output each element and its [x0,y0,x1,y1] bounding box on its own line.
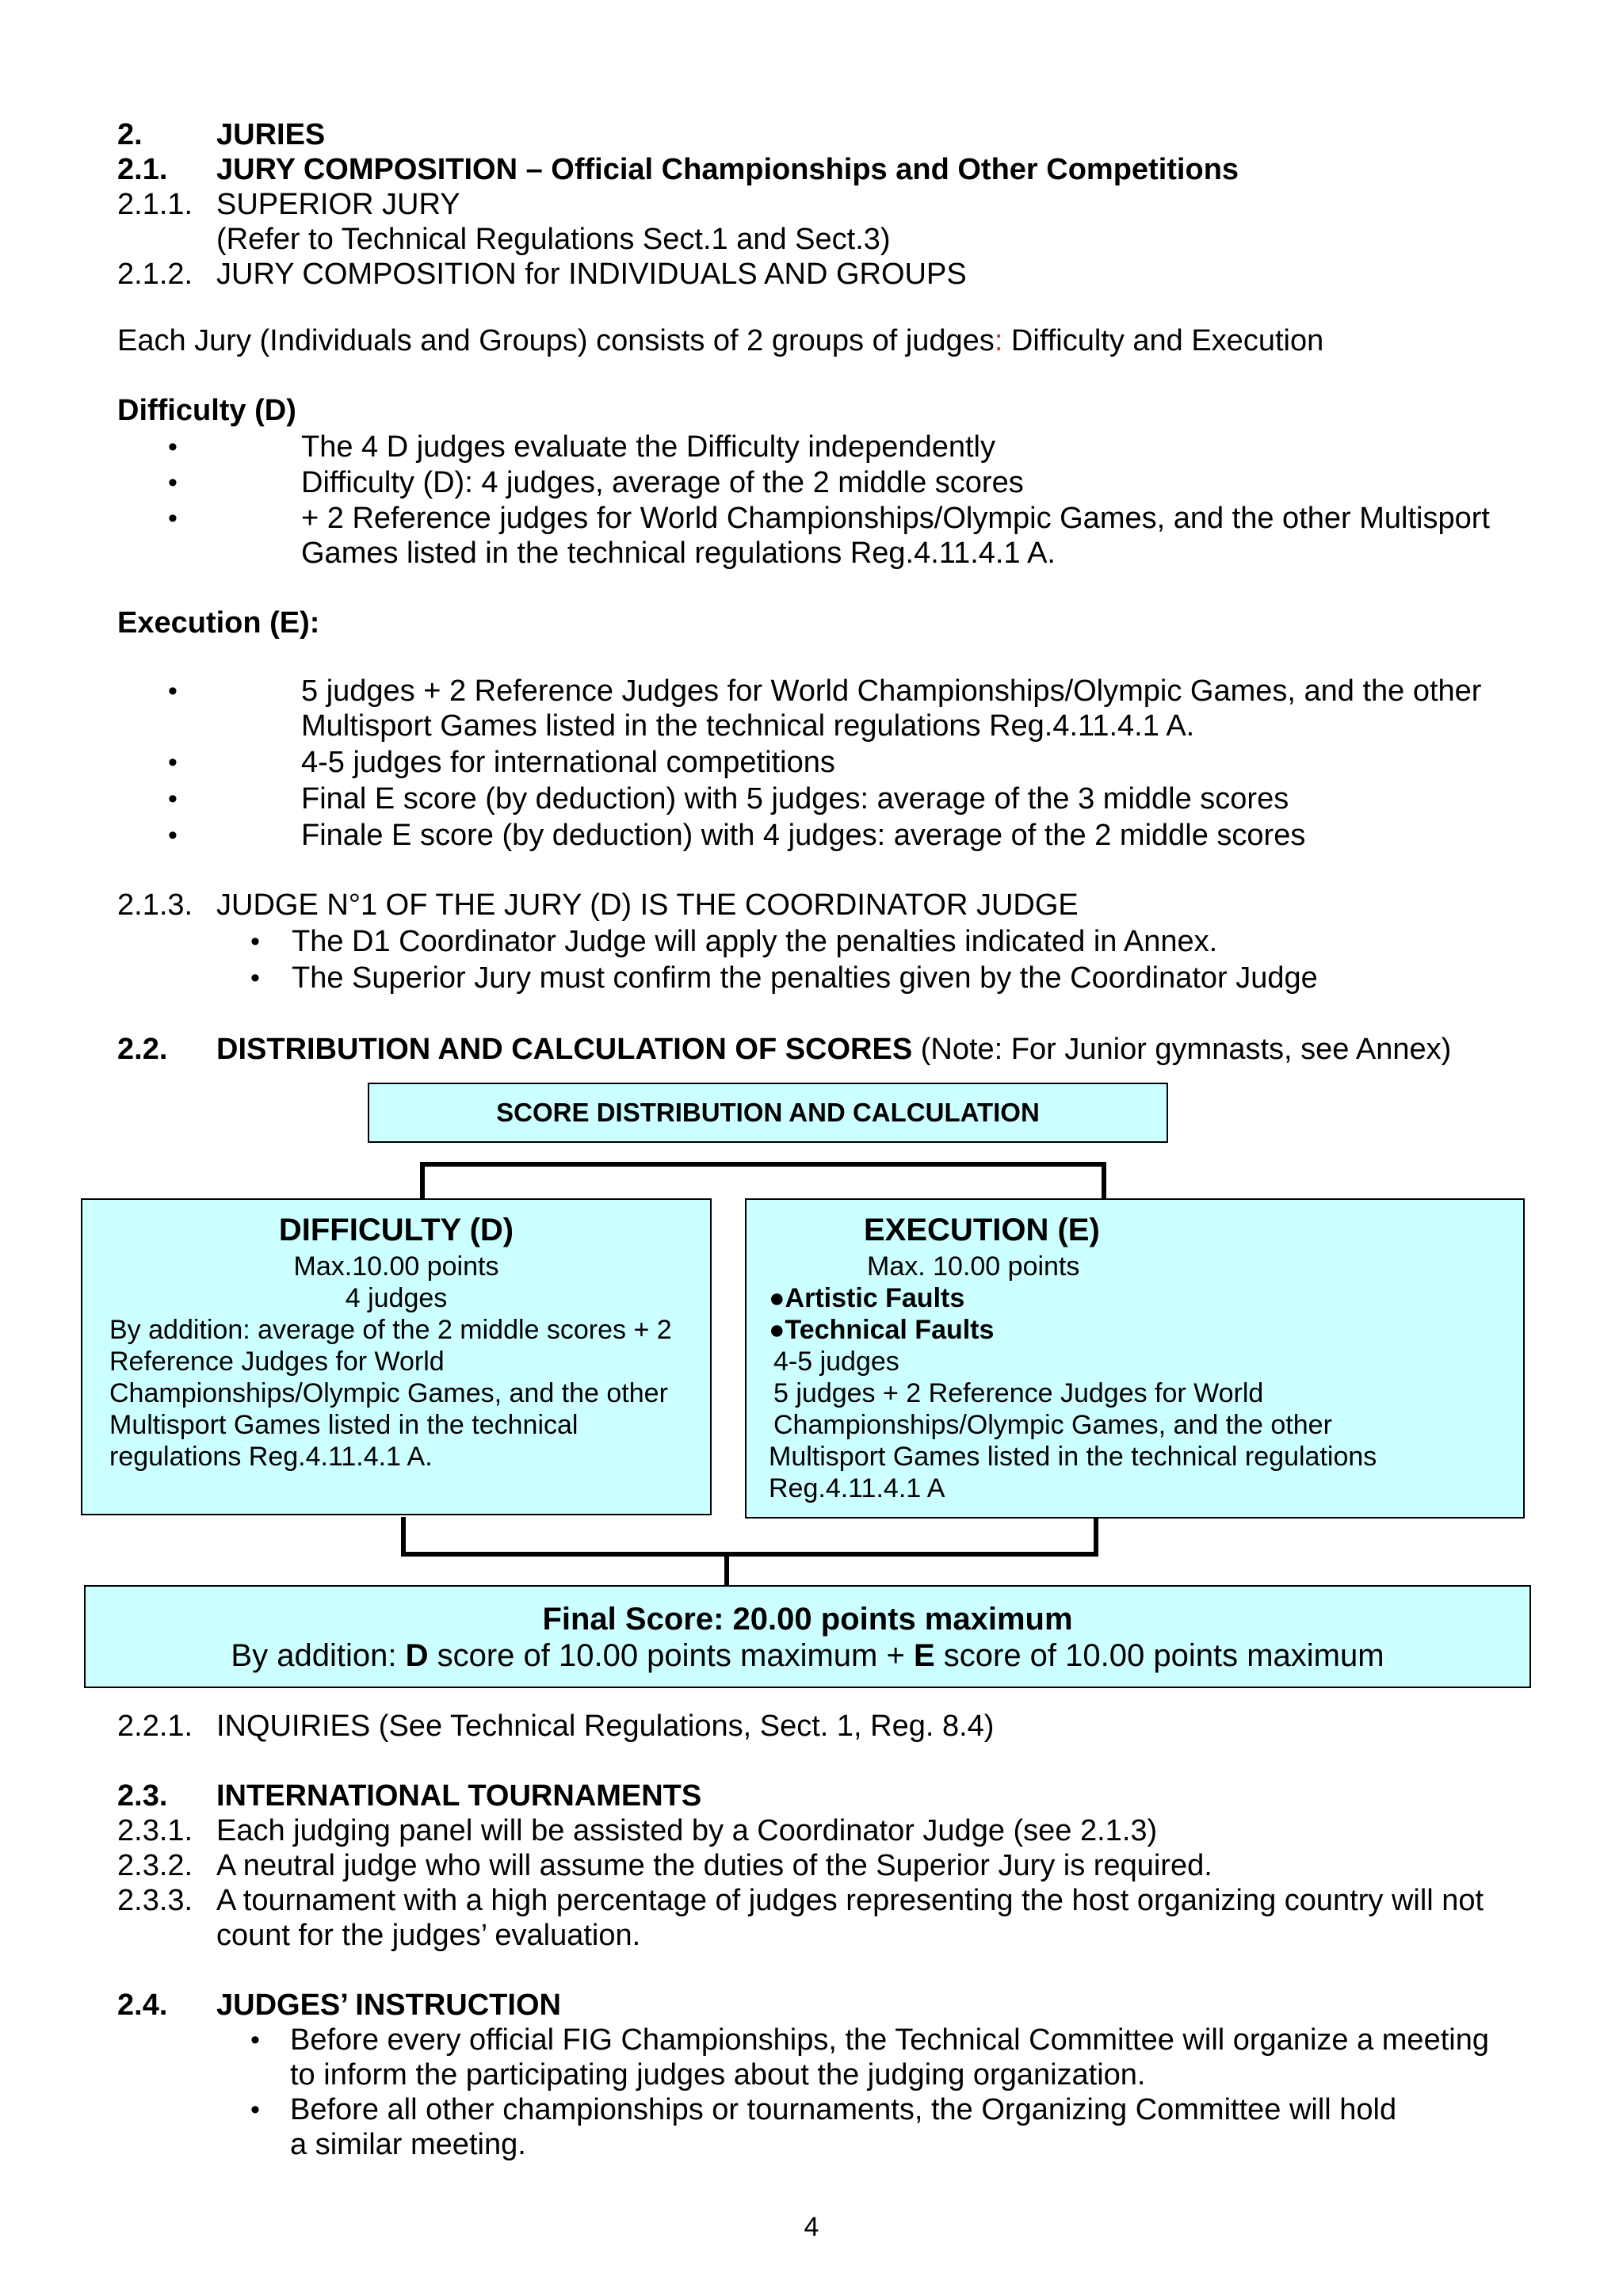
difficulty-box-line-2: Reference Judges for World [109,1347,445,1377]
section-2-1-title: JURY COMPOSITION – Official Championships and Other Competitions [216,153,1239,186]
difficulty-bullet-3a: + 2 Reference judges for World Championships/Olympic Games, and the other Multisport [301,502,1490,535]
connector-left-rise [401,1517,406,1557]
intro-text: Each Jury (Individuals and Groups) consists of 2 groups of judges [117,324,995,357]
intro-colon: : [994,324,1003,357]
execution-box-title: EXECUTION (E) [864,1213,1100,1247]
section-2-title: JURIES [216,118,326,151]
diagram-top-label: SCORE DISTRIBUTION AND CALCULATION [496,1098,1040,1127]
section-2-1-1-title: SUPERIOR JURY [216,188,460,221]
difficulty-bullet-3b: Games listed in the technical regulations Reg.4.11.4.1 A. [301,537,1056,570]
section-2-4-bullet-2b: a similar meeting. [290,2128,526,2161]
bullet: • [168,432,178,462]
section-2-1-2-title: JURY COMPOSITION for INDIVIDUALS AND GROUPS [216,258,967,291]
connector-right-rise [1094,1519,1098,1557]
section-2-1-1-number: 2.1.1. [117,188,193,221]
difficulty-box-line-3: Championships/Olympic Games, and the other [109,1378,668,1408]
intro-paragraph [117,323,1323,359]
bullet: • [250,2095,260,2125]
execution-bullet-3: Final E score (by deduction) with 5 judges: average of the 3 middle scores [301,782,1289,816]
difficulty-box-line-4: Multisport Games listed in the technical [109,1410,579,1440]
section-2-2-1-number: 2.2.1. [117,1710,193,1743]
intro-groups: Difficulty and Execution [1002,324,1324,357]
section-2-3-1-number: 2.3.1. [117,1814,193,1847]
connector-left-drop [420,1162,425,1200]
execution-bullet-4: Finale E score (by deduction) with 4 judges: average of the 2 middle scores [301,819,1306,852]
final-score-title: Final Score: 20.00 points maximum [542,1602,1073,1637]
section-2-2-heading [216,1032,1451,1068]
section-2-4-title: JUDGES’ INSTRUCTION [216,1988,561,2022]
final-score-formula [86,1637,1529,1674]
execution-box-max: Max. 10.00 points [867,1251,1080,1282]
section-2-3-3-text-1: A tournament with a high percentage of judges representing the host organizing country will not [216,1884,1484,1917]
bullet: • [168,676,178,706]
section-2-1-1-note: (Refer to Technical Regulations Sect.1 and Sect.3) [216,223,891,256]
final-score-suffix: score of 10.00 points maximum [934,1638,1384,1673]
section-2-1-number: 2.1. [117,153,168,186]
execution-heading: Execution (E): [117,606,320,640]
section-2-3-1-text: Each judging panel will be assisted by a Coordinator Judge (see 2.1.3) [216,1814,1158,1847]
execution-box-technical-faults: ●Technical Faults [769,1315,995,1345]
section-2-3-number: 2.3. [117,1779,168,1813]
final-score-e: E [913,1638,935,1673]
section-2-3-3-number: 2.3.3. [117,1884,193,1917]
execution-box-artistic-faults: ●Artistic Faults [769,1283,965,1313]
section-2-2-1-text: INQUIRIES (See Technical Regulations, Sect. 1, Reg. 8.4) [216,1710,995,1743]
final-score-prefix: By addition: [231,1638,406,1673]
difficulty-heading: Difficulty (D) [117,394,296,427]
section-2-1-3-number: 2.1.3. [117,888,193,922]
section-2-4-number: 2.4. [117,1988,168,2022]
difficulty-bullet-1: The 4 D judges evaluate the Difficulty independently [301,430,995,464]
diagram-top-box [368,1083,1168,1143]
bullet: • [168,820,178,850]
final-score-d: D [405,1638,429,1673]
section-2-3-3-text-2: count for the judges’ evaluation. [216,1919,641,1952]
final-score-box [84,1585,1531,1688]
difficulty-box [81,1198,712,1515]
difficulty-bullet-2: Difficulty (D): 4 judges, average of the 2 middle scores [301,466,1024,499]
section-2-1-3-bullet-1: The D1 Coordinator Judge will apply the penalties indicated in Annex. [292,925,1218,958]
bullet: • [250,926,260,957]
section-2-4-bullet-1a: Before every official FIG Championships, the Technical Committee will organize a meeting [290,2023,1489,2057]
difficulty-box-judges: 4 judges [345,1283,448,1313]
difficulty-box-max: Max.10.00 points [293,1251,499,1282]
final-score-mid: score of 10.00 points maximum + [428,1638,914,1673]
bullet: • [250,2025,260,2055]
bullet: • [168,784,178,814]
section-2-number: 2. [117,118,143,151]
bullet: • [168,468,178,498]
execution-bullet-1b: Multisport Games listed in the technical regulations Reg.4.11.4.1 A. [301,709,1195,743]
difficulty-box-line-5: regulations Reg.4.11.4.1 A. [109,1442,433,1472]
section-2-1-3-title: JUDGE N°1 OF THE JURY (D) IS THE COORDINATOR JUDGE [216,888,1079,922]
section-2-2-number: 2.2. [117,1033,168,1066]
difficulty-box-title: DIFFICULTY (D) [278,1213,514,1247]
section-2-1-3-bullet-2: The Superior Jury must confirm the penalties given by the Coordinator Judge [292,961,1318,995]
connector-right-drop [1102,1162,1106,1200]
section-2-4-bullet-1b: to inform the participating judges about the judging organization. [290,2058,1146,2092]
section-2-1-2-number: 2.1.2. [117,258,193,291]
difficulty-box-line-1: By addition: average of the 2 middle scores + 2 [109,1315,672,1345]
execution-box-line-3: Championships/Olympic Games, and the other [773,1410,1332,1440]
bullet: • [250,963,260,993]
section-2-2-note: (Note: For Junior gymnasts, see Annex) [912,1033,1452,1066]
section-2-3-title: INTERNATIONAL TOURNAMENTS [216,1779,702,1813]
execution-box [745,1198,1525,1519]
connector-horizontal-top [420,1162,1106,1167]
section-2-3-2-number: 2.3.2. [117,1849,193,1882]
execution-box-line-1: 4-5 judges [773,1347,899,1377]
section-2-3-2-text: A neutral judge who will assume the duties of the Superior Jury is required. [216,1849,1212,1882]
bullet: • [168,747,178,777]
execution-box-line-2: 5 judges + 2 Reference Judges for World [773,1378,1264,1408]
execution-box-line-5: Reg.4.11.4.1 A [769,1473,945,1503]
page-number: 4 [804,2212,819,2242]
connector-center-drop [724,1552,729,1587]
execution-bullet-1a: 5 judges + 2 Reference Judges for World Championships/Olympic Games, and the other [301,674,1482,708]
bullet: • [168,503,178,533]
execution-bullet-2: 4-5 judges for international competitions [301,746,835,779]
section-2-2-title: DISTRIBUTION AND CALCULATION OF SCORES [216,1033,913,1066]
section-2-4-bullet-2a: Before all other championships or tournaments, the Organizing Committee will hold [290,2093,1397,2126]
execution-box-line-4: Multisport Games listed in the technical regulations [769,1442,1377,1472]
connector-horizontal-bottom [401,1552,1098,1557]
